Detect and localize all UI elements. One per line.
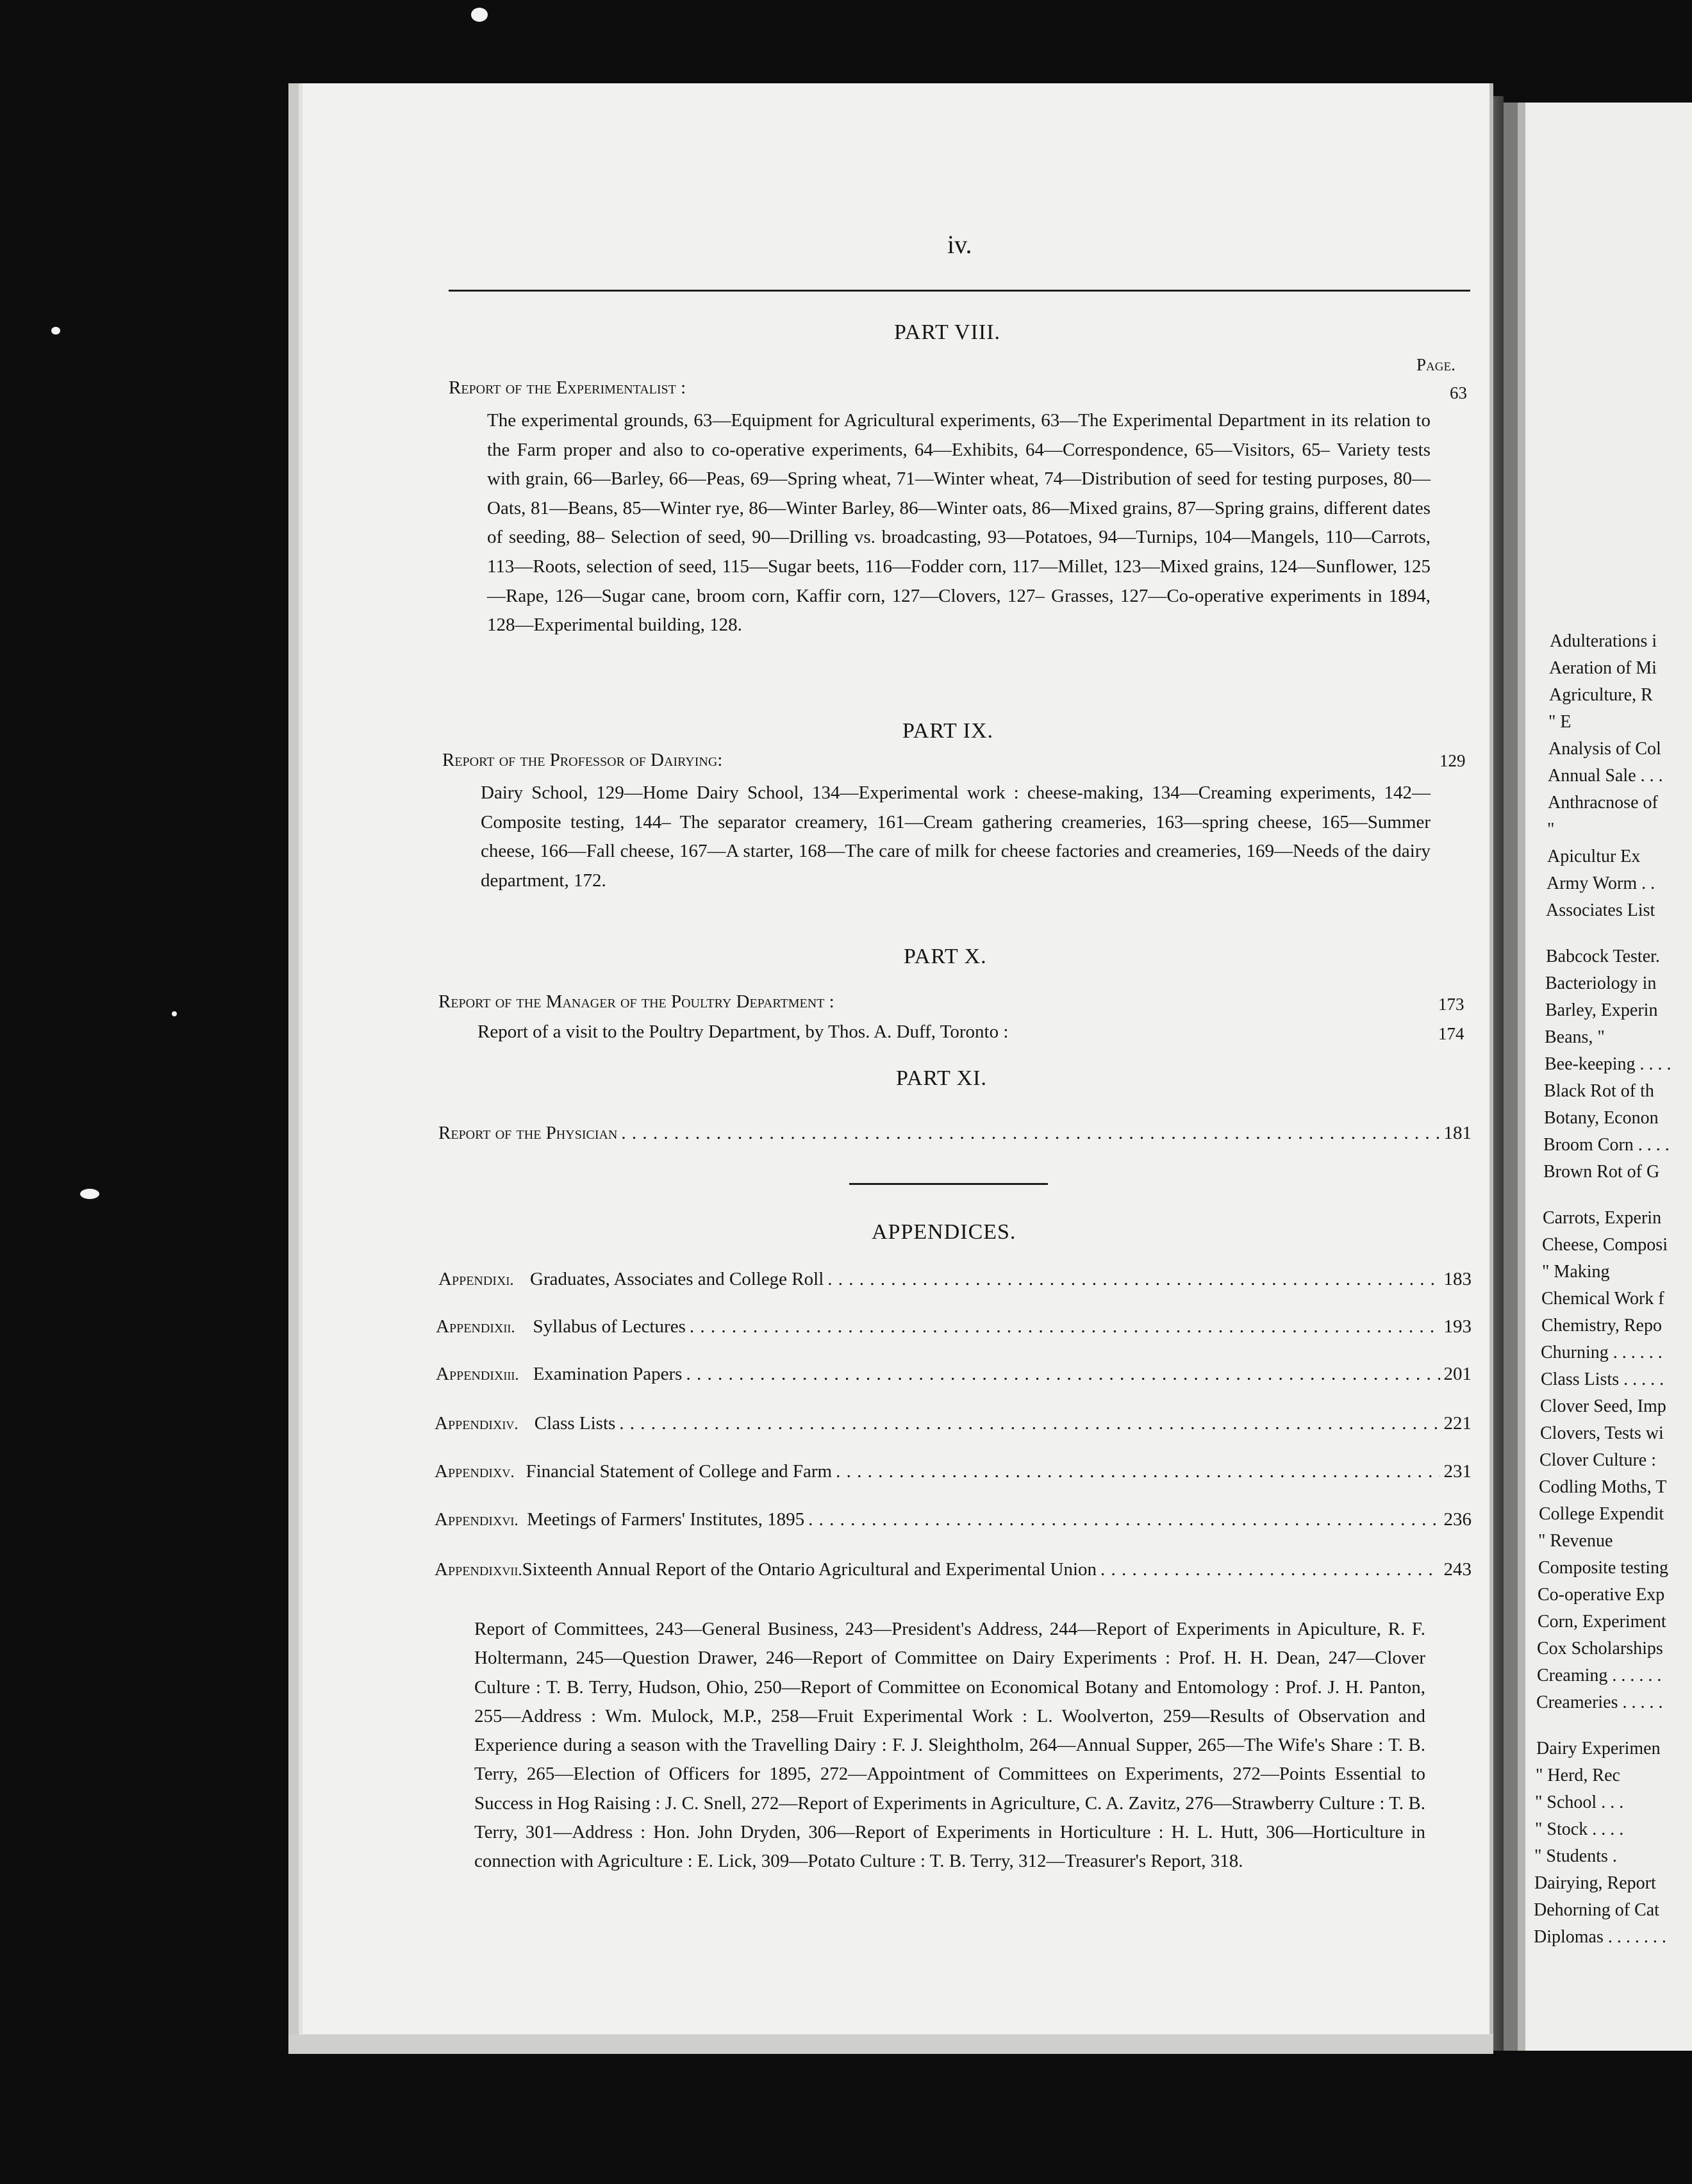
poultry-visit-page: 174 — [1438, 1024, 1464, 1043]
appendix-page: 183 — [1443, 1269, 1472, 1289]
index-entry: " — [1547, 820, 1555, 840]
appendix-numeral: v. — [502, 1464, 515, 1481]
index-entry: Churning . . . . . . — [1541, 1343, 1663, 1362]
appendix-page: 243 — [1443, 1559, 1472, 1580]
index-entry: " Herd, Rec — [1536, 1766, 1620, 1785]
index-entry: Creameries . . . . . — [1536, 1692, 1663, 1712]
appendix-page: 193 — [1443, 1316, 1472, 1337]
poultry-visit-report: Report of a visit to the Poultry Department, by Thos. A. Duff, Toronto : — [477, 1022, 1009, 1042]
appendix-label: Appendix — [435, 1559, 502, 1580]
poultry-report-heading: Report of the Manager of the Poultry Department : — [438, 991, 834, 1012]
index-entry: Brown Rot of G — [1543, 1162, 1660, 1182]
appendix-numeral: vii. — [502, 1562, 522, 1579]
physician-report-row — [438, 1123, 1472, 1144]
index-entry: Chemistry, Repo — [1541, 1316, 1662, 1336]
index-entry: Cox Scholarships — [1537, 1639, 1663, 1659]
index-entry: Apicultur Ex — [1547, 847, 1641, 866]
index-entry: Broom Corn . . . . — [1543, 1135, 1670, 1155]
physician-page: 181 — [1443, 1123, 1472, 1143]
leader-dots — [827, 1269, 1439, 1290]
appendix-row — [435, 1413, 1472, 1434]
index-entry: Associates List — [1546, 900, 1655, 920]
index-entry: Anthracnose of — [1548, 793, 1658, 813]
index-entry: Cheese, Composi — [1542, 1235, 1668, 1255]
index-entry: " Students . — [1534, 1846, 1617, 1866]
appendix-numeral: vi. — [502, 1512, 518, 1529]
appendix-numeral: ii. — [503, 1319, 515, 1336]
appendix-label: Appendix — [436, 1316, 504, 1337]
index-entry: Army Worm . . — [1547, 873, 1655, 893]
index-entry: Botany, Econon — [1544, 1108, 1659, 1128]
index-entry: Aeration of Mi — [1549, 658, 1657, 678]
appendix-label: Appendix — [435, 1509, 502, 1530]
appendix-row — [435, 1559, 1472, 1580]
appendix-page: 236 — [1443, 1509, 1472, 1530]
index-entry: " E — [1548, 712, 1572, 732]
appendix-label: Appendix — [435, 1413, 502, 1434]
index-entry: Analysis of Col — [1548, 739, 1661, 759]
appendices-title: APPENDICES. — [872, 1220, 1016, 1244]
index-entry: Dehorning of Cat — [1534, 1900, 1659, 1920]
appendix-page: 231 — [1443, 1461, 1472, 1482]
appendix-row — [436, 1316, 1472, 1337]
appendix-numeral: iv. — [502, 1416, 518, 1433]
leader-dots — [690, 1316, 1440, 1337]
index-entry: Dairy Experimen — [1536, 1739, 1661, 1758]
experimentalist-report-heading: Report of the Experimentalist : — [449, 377, 686, 398]
index-entry: Agriculture, R — [1549, 685, 1653, 705]
page-edge-bottom — [288, 2035, 1493, 2054]
index-entry: " Making — [1542, 1262, 1610, 1282]
index-entry: Dairying, Report — [1534, 1873, 1656, 1893]
index-entry: Clover Seed, Imp — [1540, 1396, 1666, 1416]
appendix-page: 221 — [1443, 1413, 1472, 1434]
index-entry: Black Rot of th — [1544, 1081, 1654, 1101]
index-entry: Clover Culture : — [1539, 1450, 1656, 1470]
physician-report-heading: Report of the Physician — [438, 1123, 618, 1143]
committees-contents: Report of Committees, 243—General Business, 243—President's Address, 244—Report of Experiments in Apiculture, R. F. Holtermann, 245—Question Drawer, 246—Report of Committee on Dairy Experiments : Prof. H. H. Dean, 247—Clover Culture : T. B. Terry, Hudson, Ohio, 250—Report of Committee on Economical Botany and Entomology : Prof. J. H. Panton, 255—Address : Wm. Mulock, M.P., 258—Fruit Experimental Work : L. Woolverton, 259—Results of Observation and Experience during a season with the Travelling Dairy : F. J. Sleightholm, 264—Annual Supper, 265—The Wife's Share : T. B. Terry, 265—Election of Officers for 1895, 272—Appointment of Committees on Experiments, 272—Points Essential to Success in Hog Raising : J. C. Snell, 272—Report of Experiments in Agriculture, C. A. Zavitz, 276—Strawberry Culture : T. B. Terry, 301—Address : Hon. John Dryden, 306—Report of Experiments in Horticulture : H. L. Hutt, 306—Horticulture in connection with Agriculture : E. Lick, 309—Potato Culture : T. B. Terry, 312—Treasurer's Report, 318. — [474, 1619, 1425, 1872]
index-entry: Clovers, Tests wi — [1540, 1423, 1664, 1443]
index-entry: Bee-keeping . . . . — [1545, 1054, 1671, 1074]
dairying-page: 129 — [1439, 751, 1466, 770]
section-divider — [849, 1183, 1048, 1185]
appendix-title: Syllabus of Lectures — [533, 1316, 686, 1337]
appendix-label: Appendix — [435, 1461, 502, 1482]
part-xi-title: PART XI. — [896, 1066, 988, 1090]
index-entry: Carrots, Experin — [1543, 1208, 1662, 1228]
appendix-title: Sixteenth Annual Report of the Ontario Agricultural and Experimental Union — [522, 1559, 1097, 1580]
experimentalist-page: 63 — [1450, 383, 1467, 402]
leader-dots — [808, 1509, 1439, 1530]
index-entry: Adulterations i — [1550, 631, 1657, 651]
part-viii-title: PART VIII. — [894, 320, 1001, 344]
dust-speck — [80, 1189, 99, 1199]
appendix-row — [436, 1364, 1472, 1385]
leader-dots — [619, 1413, 1439, 1434]
dairying-report-heading: Report of the Professor of Dairying: — [442, 750, 723, 770]
part-x-title: PART X. — [904, 945, 987, 968]
leader-dots — [1100, 1559, 1439, 1580]
header-rule — [449, 290, 1470, 292]
leader-dots — [686, 1364, 1439, 1385]
leader-dots — [621, 1123, 1439, 1144]
index-entry: " Revenue — [1538, 1531, 1613, 1551]
appendix-row — [435, 1461, 1472, 1482]
index-entry: Composite testing — [1538, 1558, 1668, 1578]
appendix-title: Graduates, Associates and College Roll — [530, 1269, 824, 1289]
index-entry: Annual Sale . . . — [1548, 766, 1663, 786]
page-number: iv. — [947, 230, 972, 259]
appendix-title: Meetings of Farmers' Institutes, 1895 — [527, 1509, 805, 1530]
appendix-row — [435, 1509, 1472, 1530]
part-ix-title: PART IX. — [902, 719, 994, 743]
appendix-row — [438, 1269, 1472, 1290]
dust-speck — [51, 327, 60, 335]
dust-speck — [471, 8, 488, 22]
appendix-title: Class Lists — [534, 1413, 616, 1434]
appendix-title: Financial Statement of College and Farm — [526, 1461, 833, 1482]
appendix-label: Appendix — [436, 1364, 504, 1384]
appendix-numeral: iii. — [503, 1366, 519, 1384]
index-entry: Co-operative Exp — [1538, 1585, 1665, 1605]
leader-dots — [836, 1461, 1439, 1482]
index-entry: Creaming . . . . . . — [1537, 1666, 1662, 1685]
index-entry: Bacteriology in — [1545, 973, 1657, 993]
index-entry: Chemical Work f — [1541, 1289, 1664, 1309]
index-entry: " Stock . . . . — [1535, 1819, 1624, 1839]
appendix-title: Examination Papers — [533, 1364, 683, 1384]
index-entry: College Expendit — [1539, 1504, 1664, 1524]
experimentalist-contents: The experimental grounds, 63—Equipment for Agricultural experiments, 63—The Experimental Department in its relation to the Farm proper and also to co-operative experiments, 64—Exhibits, 64—Correspondence, 65—Visitors, 65– Variety tests with grain, 66—Barley, 66—Peas, 69—Spring wheat, 71—Winter wheat, 74—Distribution of seed for testing purposes, 80—Oats, 81—Beans, 85—Winter rye, 86—Winter Barley, 86—Winter oats, 86—Mixed grains, 87—Spring grains, different dates of seeding, 88– Selection of seed, 90—Drilling vs. broadcasting, 93—Potatoes, 94—Turnips, 104—Mangels, 110—Carrots, 113—Roots, selection of seed, 115—Sugar beets, 116—Fodder corn, 117—Millet, 123—Mixed grains, 124—Sunflower, 125—Rape, 126—Sugar cane, broom corn, Kaffir corn, 127—Clovers, 127– Grasses, 127—Co-operative experiments in 1894, 128—Experimental building, 128. — [487, 410, 1431, 636]
index-entry: Barley, Experin — [1545, 1000, 1658, 1020]
index-entry: Babcock Tester. — [1546, 947, 1660, 966]
index-entry: Codling Moths, T — [1539, 1477, 1667, 1497]
index-entry: Diplomas . . . . . . . — [1534, 1927, 1666, 1947]
appendix-page: 201 — [1443, 1364, 1472, 1384]
dairying-contents: Dairy School, 129—Home Dairy School, 134—Experimental work : cheese-making, 134—Creaming experiments, 142—Composite testing, 144– The separator creamery, 161—Cream gathering creameries, 163—spring cheese, 165—Summer cheese, 166—Fall cheese, 167—A starter, 168—The care of milk for cheese factories and creameries, 169—Needs of the dairy department, 172. — [481, 782, 1431, 891]
index-entry: Class Lists . . . . . — [1541, 1369, 1664, 1389]
page-column-label: Page. — [1416, 355, 1456, 374]
appendix-label: Appendix — [438, 1269, 506, 1289]
appendix-numeral: i. — [506, 1271, 514, 1289]
index-entry: Beans, " — [1545, 1027, 1605, 1047]
dust-speck — [172, 1011, 177, 1016]
poultry-page: 173 — [1438, 995, 1464, 1014]
index-entry: Corn, Experiment — [1538, 1612, 1666, 1632]
index-entry: " School . . . — [1535, 1792, 1624, 1812]
